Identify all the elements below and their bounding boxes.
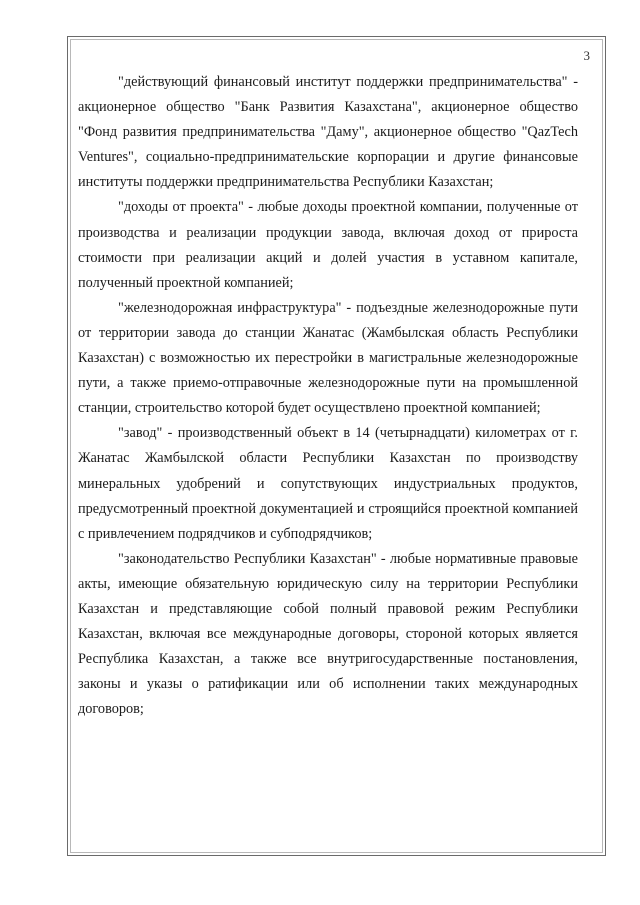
definition-financial-institution: "действующий финансовый институт поддержки предпринимательства" - акционерное общество "Банк Развития Казахстана", акционерное общество "Фонд развития предпринимательства "Даму", акционерное общество "QazTech Ventures", социально-предпринимательские корпорации и другие финансовые институты поддержки предпринимательства Республики Казахстан; [78, 74, 578, 191]
definition-plant: "завод" - производственный объект в 14 (четырнадцати) километрах от г. Жанатас Жамбылской области Республики Казахстан по производству минеральных удобрений и сопутствующих индустриальных продуктов, предусмотренный проектной документацией и строящийся проектной компанией с привлечением подрядчиков и субподрядчиков; [78, 425, 578, 542]
definition-project-income: "доходы от проекта" - любые доходы проектной компании, полученные от производства и реализации продукции завода, включая доход от прироста стоимости при реализации акций и долей участия в уставном капитале, полученный проектной компанией; [78, 199, 578, 291]
definition-legislation: "законодательство Республики Казахстан" - любые нормативные правовые акты, имеющие обязательную юридическую силу на территории Республики Казахстан и представляющие собой полный правовой режим Республики Казахстан, включая все международные договоры, стороной которых является Республика Казахстан, а также все внутригосударственные постановления, законы и указы о ратификации или об исполнении таких международных договоров; [78, 550, 578, 718]
document-body [78, 70, 578, 722]
page-number: 3 [583, 48, 590, 63]
definition-railway-infrastructure: "железнодорожная инфраструктура" - подъездные железнодорожные пути от территории завода до станции Жанатас (Жамбылская область Республики Казахстан) с возможностью их перестройки в магистральные железнодорожные пути, а также приемо-отправочные железнодорожные пути на промышленной станции, строительство которой будет осуществлено проектной компанией; [78, 299, 578, 417]
